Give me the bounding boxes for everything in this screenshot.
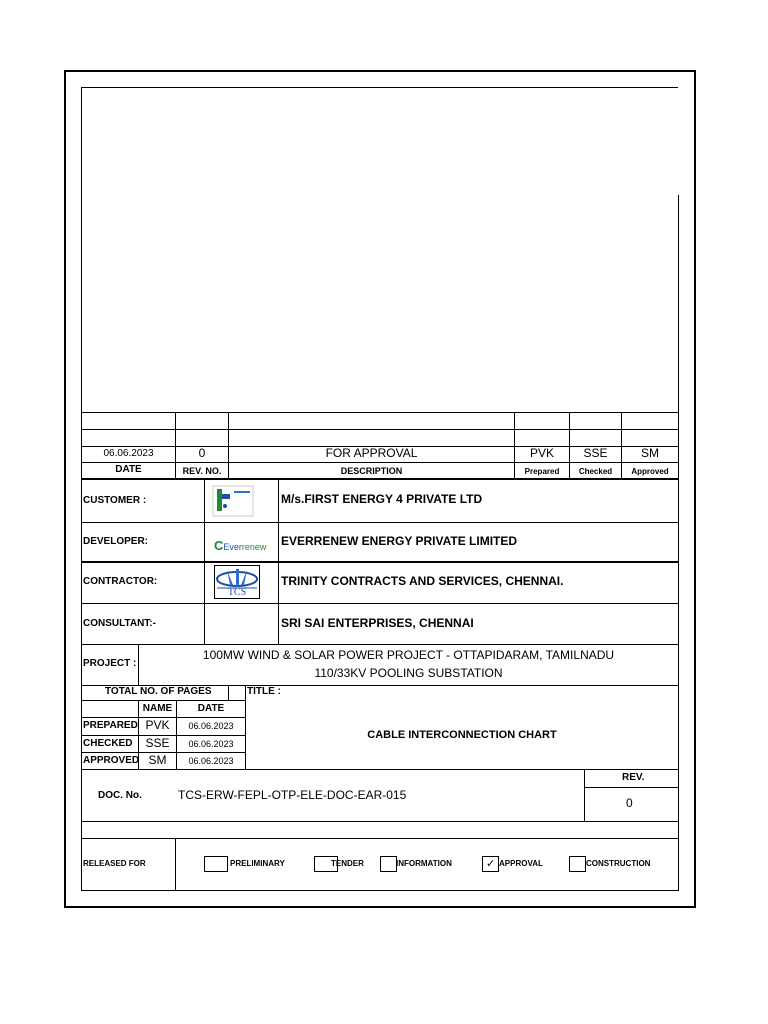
check-mark-icon: ✓	[486, 858, 496, 870]
document-title: CABLE INTERCONNECTION CHART	[367, 729, 557, 741]
signoff-name: SSE	[145, 736, 170, 750]
doc-vline	[584, 769, 585, 821]
party-vline	[204, 479, 205, 644]
contractor-name: TRINITY CONTRACTS AND SERVICES, CHENNAI.	[281, 574, 564, 588]
customer-name: M/s.FIRST ENERGY 4 PRIVATE LTD	[281, 492, 483, 506]
rev-label: REV.	[622, 772, 645, 783]
developer-name: EVERRENEW ENERGY PRIVATE LIMITED	[281, 534, 518, 548]
rev-header-rev-no: REV. NO.	[182, 466, 222, 476]
title-vline	[245, 685, 246, 769]
rev-header-checked: Checked	[578, 467, 613, 476]
inner-right-border	[678, 195, 679, 891]
signoff-line	[81, 700, 245, 701]
pages-vline	[228, 685, 229, 700]
party-vline	[278, 479, 279, 644]
contractor-label: CONTRACTOR:	[83, 576, 158, 587]
rev-description: FOR APPROVAL	[325, 446, 418, 460]
project-line-2: 110/33KV POOLING SUBSTATION	[314, 666, 503, 680]
rev-number: 0	[198, 446, 206, 460]
page-border	[64, 70, 696, 908]
preliminary-checkbox[interactable]	[204, 856, 228, 872]
rev-header-approved: Approved	[631, 467, 669, 476]
consultant-label: CONSULTANT:-	[83, 618, 156, 629]
signoff-role: PREPARED	[83, 720, 138, 731]
rev-value: 0	[626, 796, 633, 810]
inner-top-border	[81, 87, 678, 88]
title-label: TITLE :	[247, 686, 281, 697]
rev-line	[81, 429, 678, 430]
doc-line	[81, 821, 678, 822]
rev-checked: SSE	[583, 446, 608, 460]
preliminary-label: PRELIMINARY	[230, 859, 285, 868]
release-vline	[175, 838, 176, 891]
doc-line	[584, 787, 678, 788]
signoff-line	[81, 769, 678, 770]
approval-checkbox[interactable]	[482, 856, 499, 872]
tcs-logo: TCS	[214, 565, 260, 599]
customer-label: CUSTOMER :	[83, 495, 147, 506]
total-pages-label: TOTAL NO. OF PAGES	[105, 686, 212, 697]
signoff-header-name: NAME	[142, 703, 173, 714]
party-line	[81, 644, 678, 645]
rev-line	[81, 478, 678, 480]
party-line	[81, 522, 678, 523]
tender-label: TENDER	[331, 859, 364, 868]
consultant-name: SRI SAI ENTERPRISES, CHENNAI	[281, 616, 474, 630]
signoff-date: 06.06.2023	[188, 739, 234, 749]
signoff-role: CHECKED	[83, 738, 133, 749]
rev-approved: SM	[641, 446, 659, 460]
rev-date: 06.06.2023	[103, 448, 154, 459]
inner-bottom-border	[81, 890, 679, 891]
rev-header-date: DATE	[115, 464, 142, 475]
construction-label: CONSTRUCTION	[586, 859, 651, 868]
developer-label: DEVELOPER:	[83, 536, 149, 547]
signoff-name: PVK	[145, 718, 170, 732]
everrenew-logo: CEverrenew	[214, 538, 267, 553]
released-for-label: RELEASED FOR	[83, 859, 146, 868]
information-label: INFORMATION	[396, 859, 452, 868]
signoff-header-date: DATE	[197, 703, 225, 714]
signoff-date: 06.06.2023	[188, 756, 234, 766]
information-checkbox[interactable]	[380, 856, 397, 872]
rev-line	[81, 462, 678, 463]
project-line-1: 100MW WIND & SOLAR POWER PROJECT - OTTAPIDARAM, TAMILNADU	[202, 648, 615, 662]
first-energy-logo	[212, 485, 254, 517]
approval-label: APPROVAL	[499, 859, 543, 868]
party-line	[81, 603, 678, 604]
doc-no-label: DOC. No.	[98, 790, 142, 801]
construction-checkbox[interactable]	[569, 856, 586, 872]
doc-number: TCS-ERW-FEPL-OTP-ELE-DOC-EAR-015	[178, 788, 407, 802]
signoff-date: 06.06.2023	[188, 721, 234, 731]
rev-header-description: DESCRIPTION	[340, 466, 403, 476]
party-line	[81, 561, 678, 563]
signoff-role: APPROVED	[83, 755, 140, 766]
rev-line	[81, 412, 678, 413]
release-line	[81, 838, 678, 839]
rev-prepared: PVK	[529, 446, 554, 460]
project-label: PROJECT :	[83, 658, 137, 669]
inner-left-border	[81, 87, 82, 891]
rev-header-prepared: Prepared	[524, 467, 560, 476]
signoff-name: SM	[148, 753, 167, 767]
